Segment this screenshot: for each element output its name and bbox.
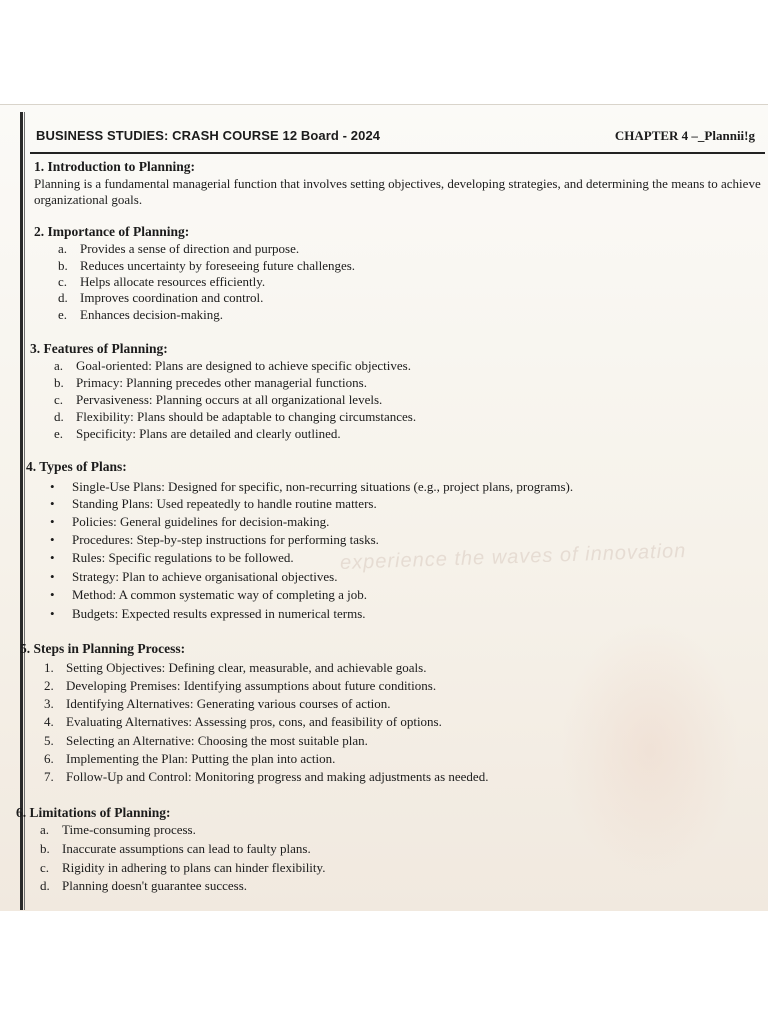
list-item-text: Planning doesn't guarantee success. — [62, 878, 248, 893]
bullet-item-text: Strategy: Plan to achieve organisational objectives. — [72, 569, 338, 584]
list-item-text: Reduces uncertainty by foreseeing future challenges. — [80, 258, 356, 273]
list-item — [58, 241, 299, 257]
list-marker: a. — [58, 241, 68, 256]
list-item — [54, 426, 341, 442]
bullet-item — [50, 496, 377, 512]
bullet-marker: • — [50, 606, 55, 621]
list-item-text: Enhances decision-making. — [80, 307, 223, 322]
list-marker: 3. — [44, 696, 54, 711]
course-title: BUSINESS STUDIES: CRASH COURSE 12 Board - 2024 — [36, 128, 381, 143]
list-item — [58, 258, 355, 274]
bullet-marker: • — [50, 496, 55, 511]
list-item-text: Developing Premises: Identifying assumptions about future conditions. — [66, 678, 437, 693]
section-title: 6. Limitations of Planning: — [16, 805, 171, 820]
list-marker: e. — [58, 307, 68, 322]
list-item — [40, 822, 196, 838]
list-item-text: Specificity: Plans are detailed and clearly outlined. — [76, 426, 341, 441]
watermark-text: experience the waves of innovation — [339, 539, 687, 575]
bullet-marker: • — [50, 550, 55, 565]
list-item-text: Flexibility: Plans should be adaptable to changing circumstances. — [76, 409, 417, 424]
bullet-item-text: Method: A common systematic way of completing a job. — [72, 587, 367, 602]
bullet-item-text: Rules: Specific regulations to be followed. — [72, 550, 294, 565]
section-paragraph: Planning is a fundamental managerial function that involves setting objectives, developing strategies, and determining the means to achieve organizational goals. — [34, 176, 761, 207]
section-title: 5. Steps in Planning Process: — [20, 641, 186, 656]
bullet-marker: • — [50, 514, 55, 529]
list-marker: a. — [40, 822, 50, 837]
list-item — [54, 375, 367, 391]
section-title: 3. Features of Planning: — [30, 341, 168, 356]
list-marker: c. — [58, 274, 68, 289]
list-item — [44, 769, 488, 785]
list-marker: 2. — [44, 678, 54, 693]
list-marker: 5. — [44, 733, 54, 748]
list-item-text: Helps allocate resources efficiently. — [80, 274, 266, 289]
bullet-item-text: Budgets: Expected results expressed in numerical terms. — [72, 606, 366, 621]
bullet-marker: • — [50, 569, 55, 584]
list-item-text: Follow-Up and Control: Monitoring progress and making adjustments as needed. — [66, 769, 489, 784]
list-item-text: Implementing the Plan: Putting the plan into action. — [66, 751, 336, 766]
list-marker: b. — [58, 258, 68, 273]
chapter-title: CHAPTER 4 –_Plannii!g — [614, 128, 755, 143]
list-item-text: Pervasiveness: Planning occurs at all organizational levels. — [76, 392, 383, 407]
list-marker: b. — [40, 841, 50, 856]
list-item-text: Rigidity in adhering to plans can hinder flexibility. — [62, 860, 326, 875]
list-item — [44, 733, 368, 749]
bullet-marker: • — [50, 479, 55, 494]
stain — [560, 620, 740, 880]
bullet-marker: • — [50, 532, 55, 547]
list-marker: 1. — [44, 660, 54, 675]
list-marker: c. — [40, 860, 50, 875]
bullet-item-text: Policies: General guidelines for decision-making. — [72, 514, 330, 529]
list-marker: b. — [54, 375, 64, 390]
list-item — [40, 860, 325, 876]
bullet-item — [50, 569, 337, 585]
bullet-item — [50, 587, 367, 603]
list-marker: d. — [54, 409, 64, 424]
list-item-text: Selecting an Alternative: Choosing the most suitable plan. — [66, 733, 368, 748]
list-item — [40, 841, 311, 857]
bullet-item — [50, 550, 294, 566]
list-item-text: Evaluating Alternatives: Assessing pros, cons, and feasibility of options. — [66, 714, 442, 729]
list-item — [54, 358, 411, 374]
margin-rule-inner — [24, 112, 25, 910]
list-item-text: Time-consuming process. — [62, 822, 196, 837]
list-item — [54, 392, 382, 408]
list-item-text: Inaccurate assumptions can lead to faulty plans. — [62, 841, 311, 856]
list-item — [58, 274, 265, 290]
list-item — [58, 307, 223, 323]
list-item — [44, 678, 436, 694]
list-item-text: Goal-oriented: Plans are designed to achieve specific objectives. — [76, 358, 411, 373]
bullet-marker: • — [50, 587, 55, 602]
list-item-text: Provides a sense of direction and purpose. — [80, 241, 300, 256]
list-item — [54, 409, 416, 425]
bullet-item-text: Procedures: Step-by-step instructions for performing tasks. — [72, 532, 379, 547]
list-marker: d. — [58, 290, 68, 305]
section-title: 2. Importance of Planning: — [34, 224, 190, 239]
bullet-item — [50, 514, 329, 530]
list-item — [44, 696, 391, 712]
list-marker: a. — [54, 358, 64, 373]
bullet-item — [50, 606, 366, 622]
list-marker: 4. — [44, 714, 54, 729]
bullet-item-text: Standing Plans: Used repeatedly to handle routine matters. — [72, 496, 377, 511]
list-marker: d. — [40, 878, 50, 893]
list-item-text: Primacy: Planning precedes other managerial functions. — [76, 375, 367, 390]
list-item — [44, 751, 335, 767]
list-marker: 7. — [44, 769, 54, 784]
list-item — [40, 878, 247, 894]
list-item — [44, 714, 442, 730]
section-title: 4. Types of Plans: — [26, 459, 127, 474]
list-item-text: Setting Objectives: Defining clear, measurable, and achievable goals. — [66, 660, 427, 675]
list-item — [44, 660, 426, 676]
bullet-item-text: Single-Use Plans: Designed for specific, non-recurring situations (e.g., project plans, programs). — [72, 479, 574, 494]
list-item-text: Improves coordination and control. — [80, 290, 264, 305]
list-marker: e. — [54, 426, 64, 441]
margin-rule — [20, 112, 23, 910]
section-title: 1. Introduction to Planning: — [34, 159, 196, 174]
bullet-item — [50, 479, 573, 495]
list-item — [58, 290, 263, 306]
list-item-text: Identifying Alternatives: Generating various courses of action. — [66, 696, 391, 711]
list-marker: c. — [54, 392, 64, 407]
bullet-item — [50, 532, 379, 548]
page-header — [30, 118, 765, 154]
list-marker: 6. — [44, 751, 54, 766]
